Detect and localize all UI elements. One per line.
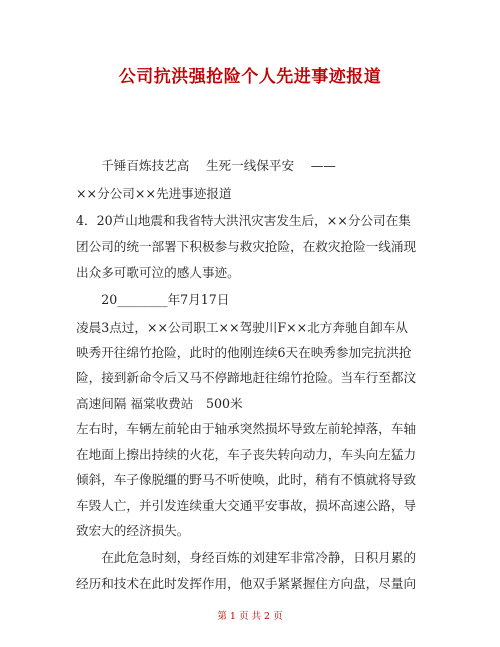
text-line: 车毁人亡，并引发连续重大交通平安事故，损坏高速公路，导	[76, 498, 417, 513]
text-line: 险，接到新命令后又马不停蹄地赶往绵竹抢险。当车行至都汶	[76, 370, 417, 385]
text-line: ××分公司××先进事迹报道	[76, 186, 232, 201]
text-line: 经历和技术在此时发挥作用，他双手紧紧握住方向盘，尽量向	[76, 576, 417, 591]
page-title: 公司抗洪强抢险个人先进事迹报道	[118, 67, 382, 87]
text-line: 凌晨3点过，××公司职工××驾驶川F××北方奔驰自卸车从	[76, 320, 408, 335]
page-footer: 第 1 页 共 2 页	[217, 611, 283, 622]
text-line: 20________年7月17日	[76, 292, 230, 307]
text-line: 左右时，车辆左前轮由于轴承突然损坏导致左前轮掉落，车轴	[76, 421, 417, 436]
text-line: 在地面上擦出持续的火花，车子丧失转向动力，车头向左猛力	[76, 447, 417, 462]
text-line: 4．20芦山地震和我省特大洪汛灾害发生后，××分公司在集	[76, 213, 411, 228]
text-line: 映秀开往绵竹抢险，此时的他刚连续6天在映秀参加完抗洪抢	[76, 345, 412, 360]
text-line: 高速间隔 福棠收费站 500米	[76, 396, 243, 411]
text-line: 在此危急时刻，身经百炼的刘建军非常冷静，日积月累的	[76, 550, 417, 565]
text-line: 出众多可歌可泣的感人事迹。	[76, 265, 240, 280]
text-line: 团公司的统一部署下积极参与救灾抢险，在救灾抢险一线涌现	[76, 239, 417, 254]
text-line: 千锤百炼技艺高 生死一线保平安 ——	[76, 158, 336, 173]
text-line: 致宏大的经济损失。	[76, 523, 190, 538]
text-line: 倾斜，车子像脱缰的野马不听使唤，此时，稍有不慎就将导致	[76, 472, 417, 487]
